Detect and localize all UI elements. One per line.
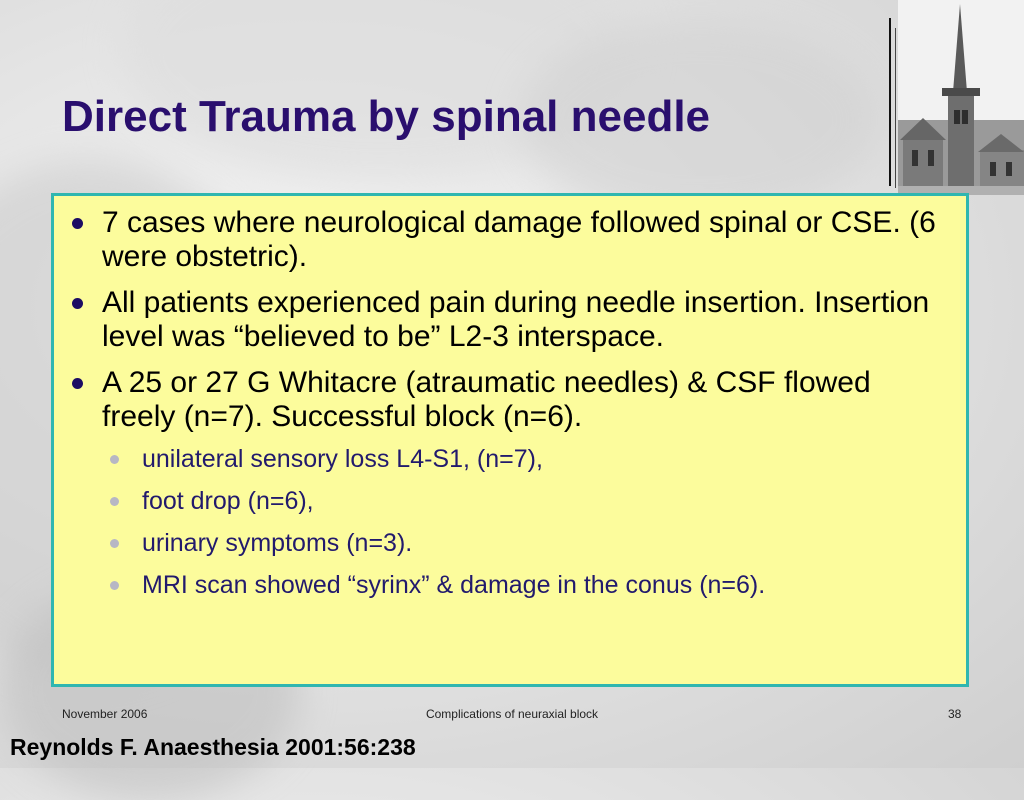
- bullet-dot-icon: [72, 218, 83, 229]
- sub-bullet-item: [102, 486, 952, 516]
- sub-bullet-item: [102, 528, 952, 558]
- bullet-dot-icon: [72, 298, 83, 309]
- citation: Reynolds F. Anaesthesia 2001:56:238: [10, 734, 416, 760]
- sub-bullet-item: [102, 444, 952, 474]
- sub-bullet-item: [102, 570, 952, 600]
- sub-bullet-dot-icon: [110, 455, 119, 464]
- sub-bullet-text: urinary symptoms (n=3).: [142, 529, 413, 557]
- sub-bullet-text: foot drop (n=6),: [142, 487, 314, 515]
- bullet-text: 7 cases where neurological damage followed spinal or CSE. (6 were obstetric).: [102, 206, 936, 273]
- bullet-list: [54, 206, 966, 612]
- bullet-item: [54, 206, 966, 274]
- content-box: [51, 193, 969, 687]
- bullet-dot-icon: [72, 378, 83, 389]
- church-spire-image: [898, 0, 1024, 195]
- bullet-item: [54, 366, 966, 600]
- sub-bullet-dot-icon: [110, 581, 119, 590]
- divider-line: [889, 18, 891, 186]
- sub-bullet-text: unilateral sensory loss L4-S1, (n=7),: [142, 445, 543, 473]
- footer-title: Complications of neuraxial block: [425, 707, 599, 721]
- bullet-text: A 25 or 27 G Whitacre (atraumatic needles) & CSF flowed freely (n=7). Successful block (n=6).: [102, 366, 871, 433]
- slide-title: Direct Trauma by spinal needle: [62, 92, 711, 141]
- footer-page-number: 38: [948, 707, 962, 721]
- sub-bullet-dot-icon: [110, 497, 119, 506]
- divider-line-thin: [895, 28, 896, 188]
- sub-bullet-dot-icon: [110, 539, 119, 548]
- bullet-item: [54, 286, 966, 354]
- sub-bullet-list: [102, 444, 952, 600]
- footer-date: November 2006: [62, 707, 148, 721]
- bullet-text: All patients experienced pain during needle insertion. Insertion level was “believed to be” L2-3 interspace.: [102, 286, 930, 353]
- sub-bullet-text: MRI scan showed “syrinx” & damage in the conus (n=6).: [142, 571, 766, 599]
